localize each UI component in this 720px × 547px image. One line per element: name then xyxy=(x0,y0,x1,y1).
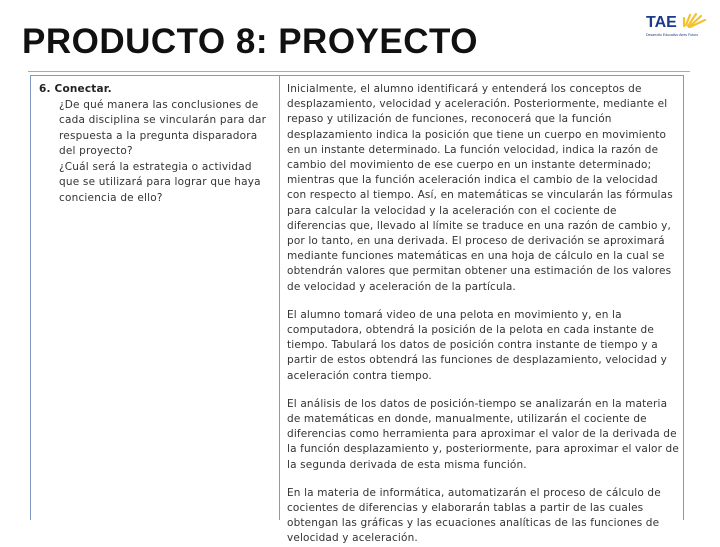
right-column xyxy=(287,82,679,547)
header-divider xyxy=(28,71,690,72)
question-2: ¿Cuál será la estrategia o actividad que se utilizará para lograr que haya conciencia de ello? xyxy=(59,160,261,204)
content-table xyxy=(30,75,684,545)
question-1: ¿De qué manera las conclusiones de cada disciplina se vincularán para dar respuesta a la pregunta disparadora del proyecto? xyxy=(59,98,267,157)
paragraph-2: El alumno tomará video de una pelota en movimiento y, en la computadora, obtendrá la posición de la pelota en cada instante de tiempo. Tabulará los datos de posición contra instante de tiempo y a partir de estos obtendrá las funciones de desplazamiento, velocidad y aceleración contra tiempo. xyxy=(287,308,667,382)
section-heading: 6. Conectar. xyxy=(39,83,112,95)
logo-text: TAE xyxy=(646,14,677,31)
paragraph-1: Inicialmente, el alumno identificará y entenderá los conceptos de desplazamiento, velocidad y aceleración. Posteriormente, mediante el repaso y utilización de funciones, reconocerá que la función desplazamiento indica la posición que tiene un cuerpo en movimiento en un instante determinado. La función velocidad, indica la razón de cambio del movimiento de ese cuerpo en un instante determinado; mientras que la función aceleración indica el cambio de la velocidad con respecto al tiempo. Así, en matemáticas se vincularán las fórmulas para calcular la velocidad y la aceleración con el cociente de diferencias que, llevado al límite se traduce en una razón de cambio y, por lo tanto, en una derivada. El proceso de derivación se aproximará mediante funciones matemáticas en una hoja de cálculo en la cual se obtendrán valores que permitan obtener una estimación de los valores de velocidad y aceleración de la partícula. xyxy=(287,83,673,293)
paragraph-3: El análisis de los datos de posición-tiempo se analizarán en la materia de matemáticas en donde, manualmente, utilizarán el cociente de diferencias como herramienta para aproximar el valor de la derivada de la función desplazamiento y, posteriormente, para aproximar el valor de la segunda derivada de esta misma función. xyxy=(287,397,679,471)
tae-logo xyxy=(646,4,714,44)
logo-subtitle: Desarrollo Educativo Aires Futuro xyxy=(646,33,699,37)
sunburst-icon xyxy=(680,6,708,28)
column-divider xyxy=(279,76,280,520)
paragraph-4: En la materia de informática, automatizarán el proceso de cálculo de cocientes de diferencias y elaborarán tablas a partir de las cuales obtengan las gráficas y las ecuaciones analíticas de las funciones de velocidad y aceleración. xyxy=(287,486,661,545)
left-column xyxy=(39,82,271,206)
page-title: PRODUCTO 8: PROYECTO xyxy=(22,22,478,61)
